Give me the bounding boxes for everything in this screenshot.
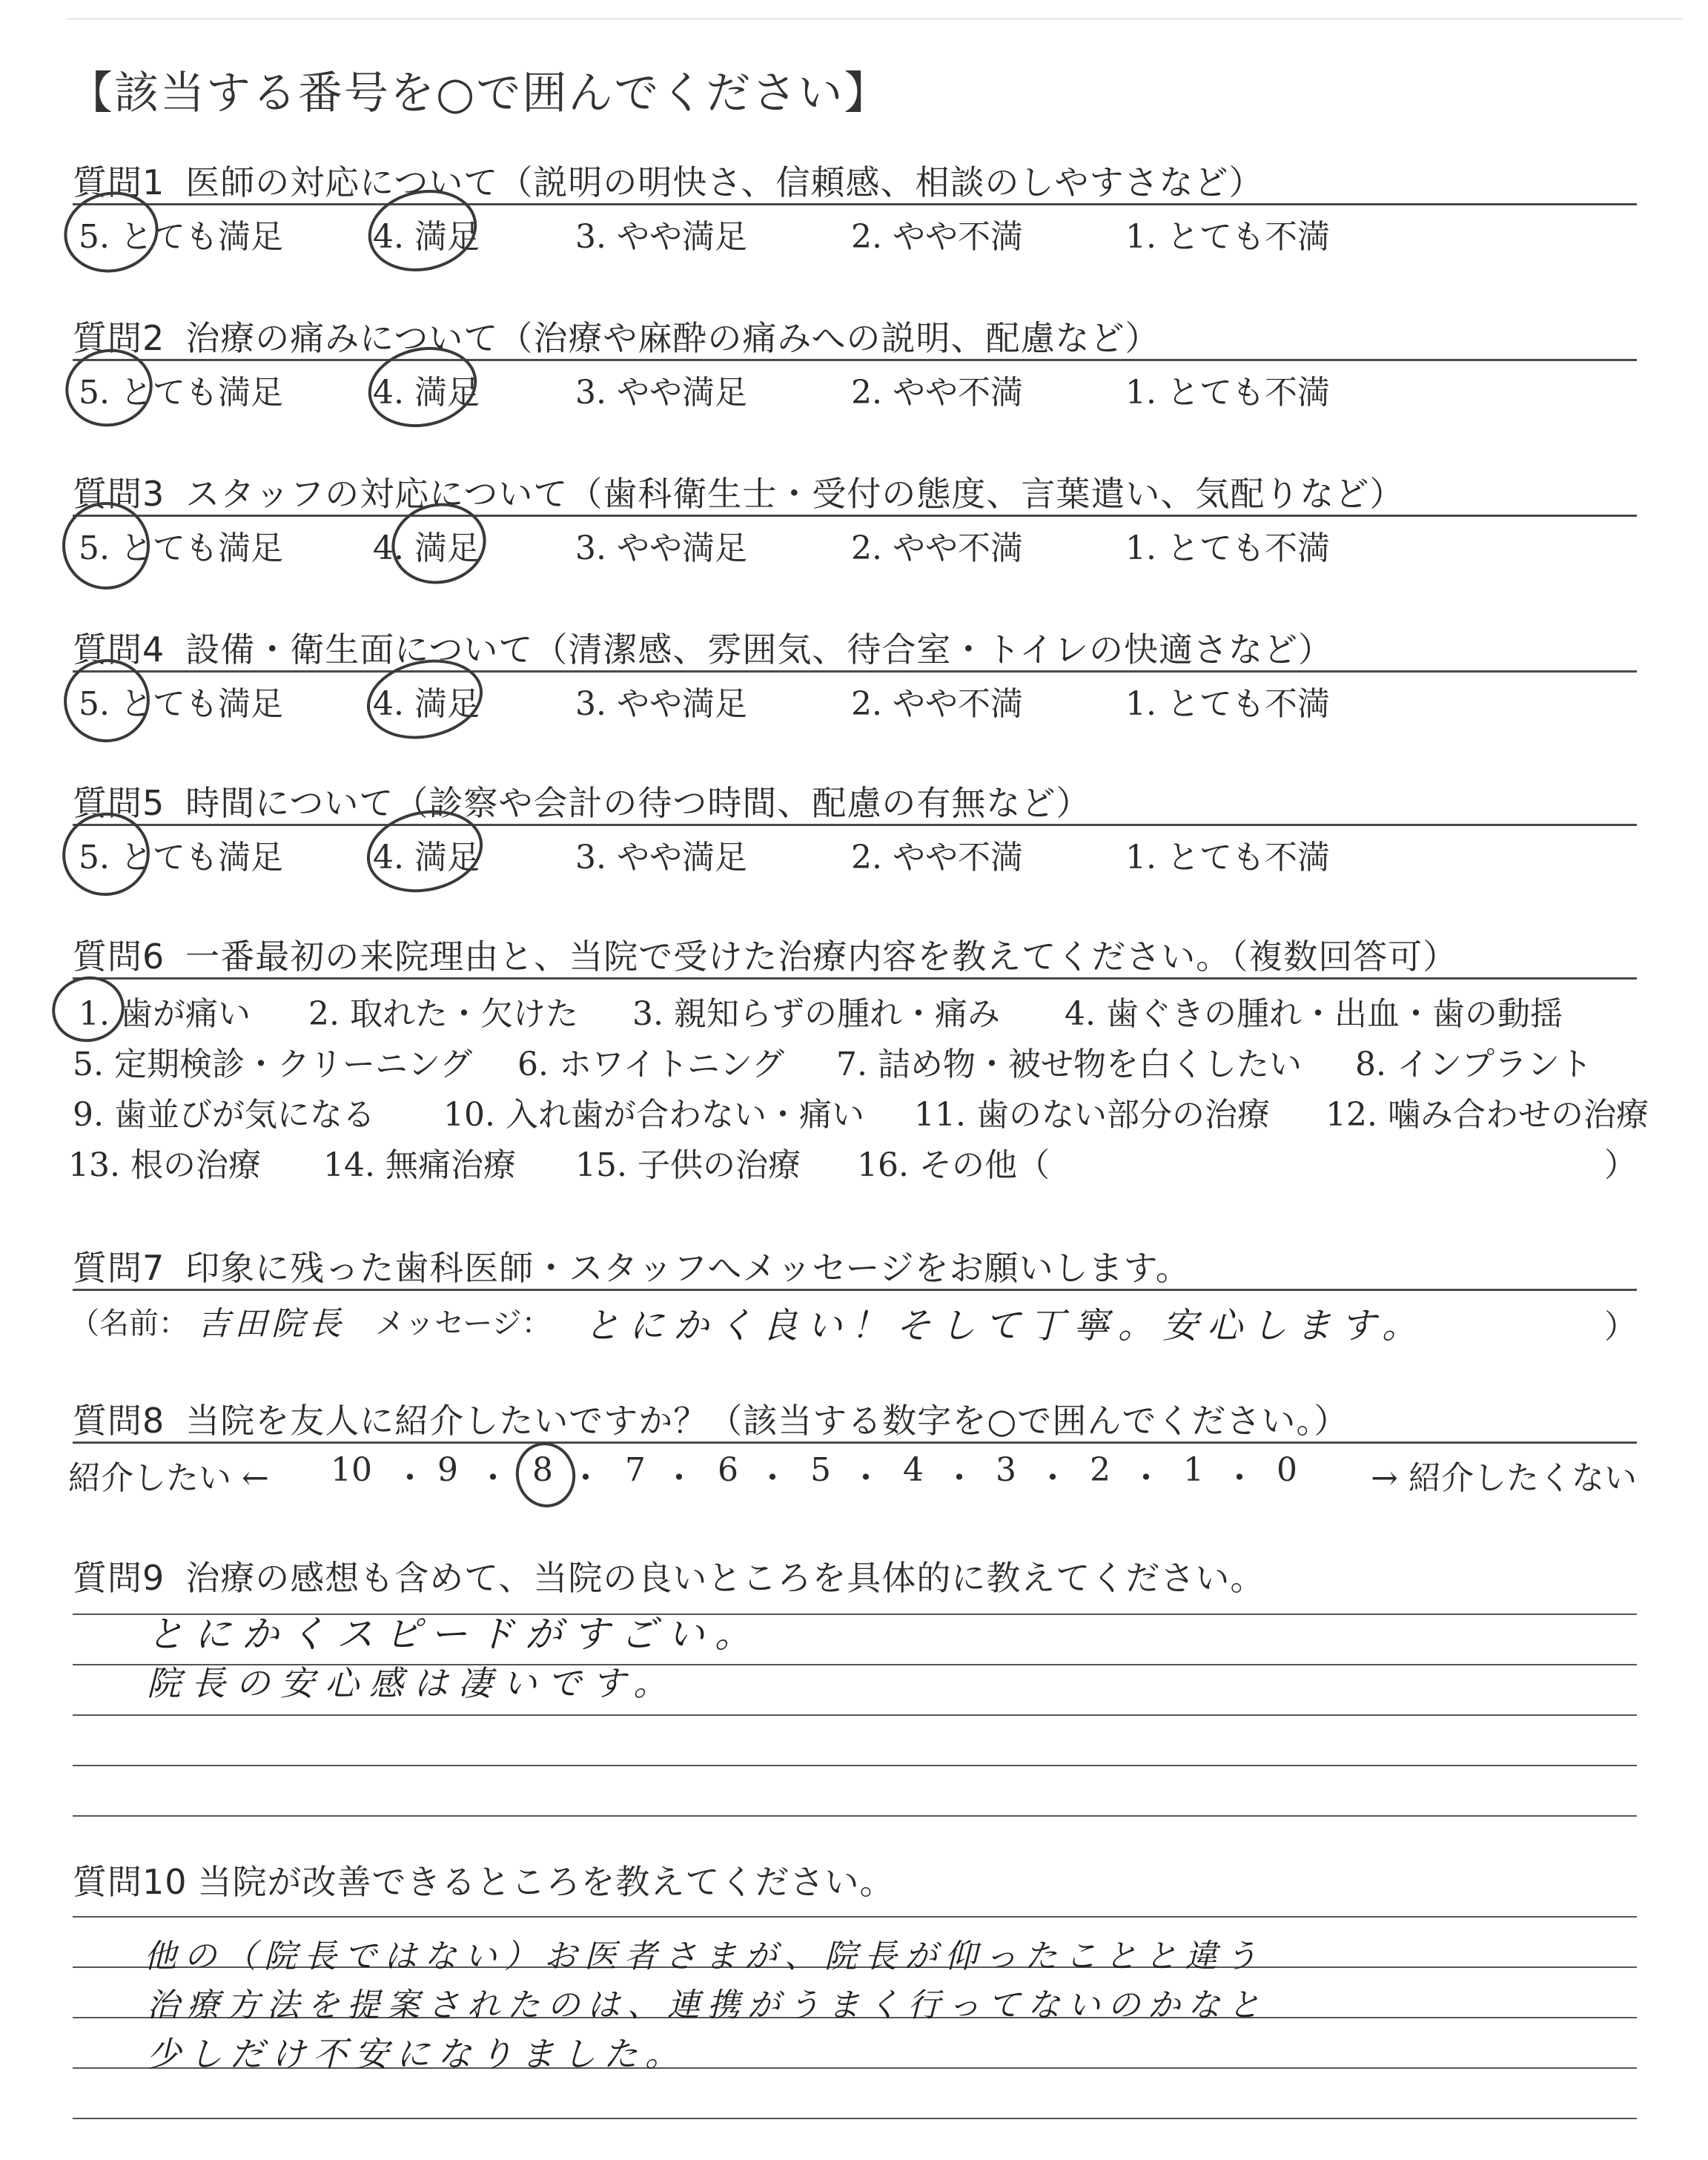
question-text: 当院を友人に紹介したいですか？（該当する数字を○で囲んでください。）	[185, 1401, 1349, 1441]
scale-dot: ・	[477, 1459, 509, 1497]
rating-options	[73, 205, 1637, 256]
question-number: 質問7	[73, 1248, 165, 1288]
question-number: 質問8	[73, 1401, 165, 1441]
rating-option-2[interactable]: 2. やや不満	[851, 218, 1023, 256]
question-title	[73, 629, 1637, 670]
rating-option-4[interactable]: 4. 満足	[373, 839, 480, 876]
rating-option-3[interactable]: 3. やや満足	[575, 529, 747, 567]
rating-option-1[interactable]: 1. とても不満	[1125, 839, 1330, 876]
reason-option-8[interactable]: 8. インプラント	[1355, 1046, 1592, 1083]
scale-dot: ・	[756, 1459, 789, 1497]
message-close-paren: ）	[1604, 1308, 1637, 1346]
question-title	[73, 782, 1637, 824]
reason-option-13[interactable]: 13. 根の治療	[68, 1146, 261, 1184]
question-number: 質問2	[73, 318, 165, 358]
rating-option-1[interactable]: 1. とても不満	[1125, 529, 1330, 567]
answer-text-line-2[interactable]: 治療方法を提案されたのは、連携がうまく行ってないのかなと	[147, 1986, 1268, 2024]
rating-option-5[interactable]: 5. とても満足	[79, 374, 283, 412]
question-text: 当院が改善できるところを教えてください。	[197, 1862, 895, 1902]
question-title	[73, 1861, 1637, 1903]
question-7	[70, 1247, 1637, 1347]
question-title	[73, 1247, 1637, 1289]
question-8	[68, 1400, 1637, 1497]
name-label: （名前：	[70, 1307, 188, 1341]
scale-dot: ・	[569, 1459, 602, 1497]
message-row	[70, 1291, 1637, 1347]
answer-text-line-3[interactable]: 少しだけ不安になりました。	[147, 2034, 686, 2074]
answer-line	[73, 1916, 1637, 1918]
scale-3[interactable]: 3	[996, 1451, 1016, 1489]
reason-option-7[interactable]: 7. 詰め物・被せ物を白くしたい	[836, 1046, 1302, 1083]
rating-option-2[interactable]: 2. やや不満	[851, 529, 1023, 567]
answer-text-line-1[interactable]: とにかくスピードがすごい。	[147, 1613, 762, 1656]
question-number: 質問4	[73, 630, 165, 670]
reason-options	[68, 980, 1649, 1187]
question-1	[73, 162, 1637, 256]
scale-6[interactable]: 6	[718, 1451, 738, 1489]
scale-dot: ・	[1130, 1459, 1162, 1497]
reason-option-12[interactable]: 12. 噛み合わせの治療	[1325, 1096, 1649, 1134]
rating-option-3[interactable]: 3. やや満足	[575, 374, 747, 412]
question-title	[73, 317, 1637, 359]
question-title	[73, 1400, 1637, 1441]
question-9	[73, 1557, 1637, 1817]
question-4	[73, 629, 1637, 723]
other-close-paren: ）	[1604, 1146, 1637, 1184]
question-text: 治療の痛みについて（治療や麻酔の痛みへの説明、配慮など）	[185, 318, 1160, 358]
rating-option-5[interactable]: 5. とても満足	[79, 529, 283, 567]
scale-right-label: → 紹介したくない	[1371, 1459, 1637, 1497]
question-text: 時間について（診察や会計の待つ時間、配慮の有無など）	[185, 783, 1091, 823]
question-2	[73, 317, 1637, 412]
reason-option-9[interactable]: 9. 歯並びが気になる	[73, 1096, 375, 1134]
scale-5[interactable]: 5	[810, 1451, 831, 1489]
question-text: 印象に残った歯科医師・スタッフへメッセージをお願いします。	[185, 1248, 1191, 1288]
scale-dot: ・	[663, 1459, 695, 1497]
scale-dot: ・	[1223, 1459, 1256, 1497]
reason-option-4[interactable]: 4. 歯ぐきの腫れ・出血・歯の動揺	[1065, 995, 1563, 1033]
question-3	[73, 473, 1637, 567]
rating-option-4[interactable]: 4. 満足	[373, 218, 480, 256]
name-value[interactable]: 吉田院長	[197, 1305, 345, 1343]
question-text: スタッフの対応について（歯科衛生士・受付の態度、言葉遣い、気配りなど）	[185, 474, 1405, 514]
scale-8[interactable]: 8	[532, 1451, 553, 1489]
rating-option-4[interactable]: 4. 満足	[373, 685, 480, 723]
rating-option-2[interactable]: 2. やや不満	[851, 685, 1023, 723]
answer-line	[73, 2118, 1637, 2119]
form-header: 【該当する番号を○で囲んでください】	[68, 67, 890, 119]
top-border	[67, 18, 1683, 20]
recommend-scale	[68, 1444, 1637, 1497]
rating-options	[73, 673, 1637, 723]
scale-dot: ・	[943, 1459, 976, 1497]
scale-7[interactable]: 7	[625, 1451, 646, 1489]
question-title	[73, 473, 1637, 515]
question-title	[73, 1557, 1637, 1599]
question-title	[73, 936, 1637, 977]
answer-line	[73, 1714, 1637, 1716]
scale-4[interactable]: 4	[903, 1451, 924, 1489]
question-number: 質問10	[73, 1862, 188, 1902]
rating-option-2[interactable]: 2. やや不満	[851, 839, 1023, 876]
answer-text-line-2[interactable]: 院長の安心感は凄いです。	[147, 1663, 678, 1703]
reason-option-3[interactable]: 3. 親知らずの腫れ・痛み	[632, 995, 1000, 1033]
question-number: 質問1	[73, 162, 165, 202]
question-number: 質問5	[73, 783, 165, 823]
rating-option-3[interactable]: 3. やや満足	[575, 685, 747, 723]
question-6	[68, 936, 1649, 1187]
reason-option-11[interactable]: 11. 歯のない部分の治療	[914, 1096, 1270, 1134]
scale-dot: ・	[1036, 1459, 1069, 1497]
scale-1[interactable]: 1	[1183, 1451, 1204, 1489]
reason-option-16[interactable]: 16. その他（	[857, 1146, 1050, 1184]
reason-option-6[interactable]: 6. ホワイトニング	[517, 1046, 785, 1083]
rating-options	[73, 361, 1637, 412]
rating-options	[73, 826, 1637, 876]
answer-lines	[73, 1614, 1637, 1817]
reason-option-10[interactable]: 10. 入れ歯が合わない・痛い	[443, 1096, 864, 1134]
reason-option-5[interactable]: 5. 定期検診・クリーニング	[73, 1046, 473, 1083]
scale-dot: ・	[394, 1459, 426, 1497]
scale-10[interactable]: 10	[331, 1451, 372, 1489]
scale-left-label: 紹介したい ←	[68, 1459, 269, 1497]
message-value[interactable]: とにかく良い！そして丁寧。安心します。	[584, 1305, 1427, 1347]
rating-option-1[interactable]: 1. とても不満	[1125, 218, 1330, 256]
rating-option-2[interactable]: 2. やや不満	[851, 374, 1023, 412]
rating-option-4[interactable]: 4. 満足	[373, 374, 480, 412]
scale-dot: ・	[850, 1459, 882, 1497]
rating-option-1[interactable]: 1. とても不満	[1125, 374, 1330, 412]
answer-line	[73, 1815, 1637, 1817]
rating-option-3[interactable]: 3. やや満足	[575, 839, 747, 876]
question-5	[73, 782, 1637, 876]
reason-option-14[interactable]: 14. 無痛治療	[323, 1146, 516, 1184]
reason-option-15[interactable]: 15. 子供の治療	[575, 1146, 801, 1184]
rating-option-5[interactable]: 5. とても満足	[79, 839, 283, 876]
scale-0[interactable]: 0	[1277, 1451, 1297, 1489]
reason-option-2[interactable]: 2. 取れた・欠けた	[308, 995, 578, 1033]
rating-option-1[interactable]: 1. とても不満	[1125, 685, 1330, 723]
rating-option-5[interactable]: 5. とても満足	[79, 218, 283, 256]
rating-option-4[interactable]: 4. 満足	[373, 529, 480, 567]
rating-options	[73, 517, 1637, 567]
question-text: 医師の対応について（説明の明快さ、信頼感、相談のしやすさなど）	[185, 162, 1264, 202]
answer-text-line-1[interactable]: 他の（院長ではない）お医者さまが、院長が仰ったことと違う	[144, 1938, 1265, 1975]
question-text: 治療の感想も含めて、当院の良いところを具体的に教えてください。	[185, 1558, 1265, 1598]
question-number: 質問6	[73, 937, 165, 977]
question-10	[73, 1861, 1637, 2119]
question-number: 質問3	[73, 474, 165, 514]
scale-9[interactable]: 9	[437, 1451, 458, 1489]
scale-2[interactable]: 2	[1090, 1451, 1110, 1489]
question-text: 設備・衛生面について（清潔感、雰囲気、待合室・トイレの快適さなど）	[185, 630, 1334, 670]
rating-option-5[interactable]: 5. とても満足	[79, 685, 283, 723]
message-label: メッセージ：	[375, 1307, 552, 1341]
selection-circle	[510, 1437, 582, 1513]
reason-option-1[interactable]: 1. 歯が痛い	[79, 995, 251, 1033]
question-title	[73, 162, 1637, 203]
question-text: 一番最初の来院理由と、当院で受けた治療内容を教えてください。（複数回答可）	[185, 937, 1458, 977]
answer-line	[73, 1765, 1637, 1766]
rating-option-3[interactable]: 3. やや満足	[575, 218, 747, 256]
question-number: 質問9	[73, 1558, 165, 1598]
answer-lines	[73, 1916, 1637, 2119]
